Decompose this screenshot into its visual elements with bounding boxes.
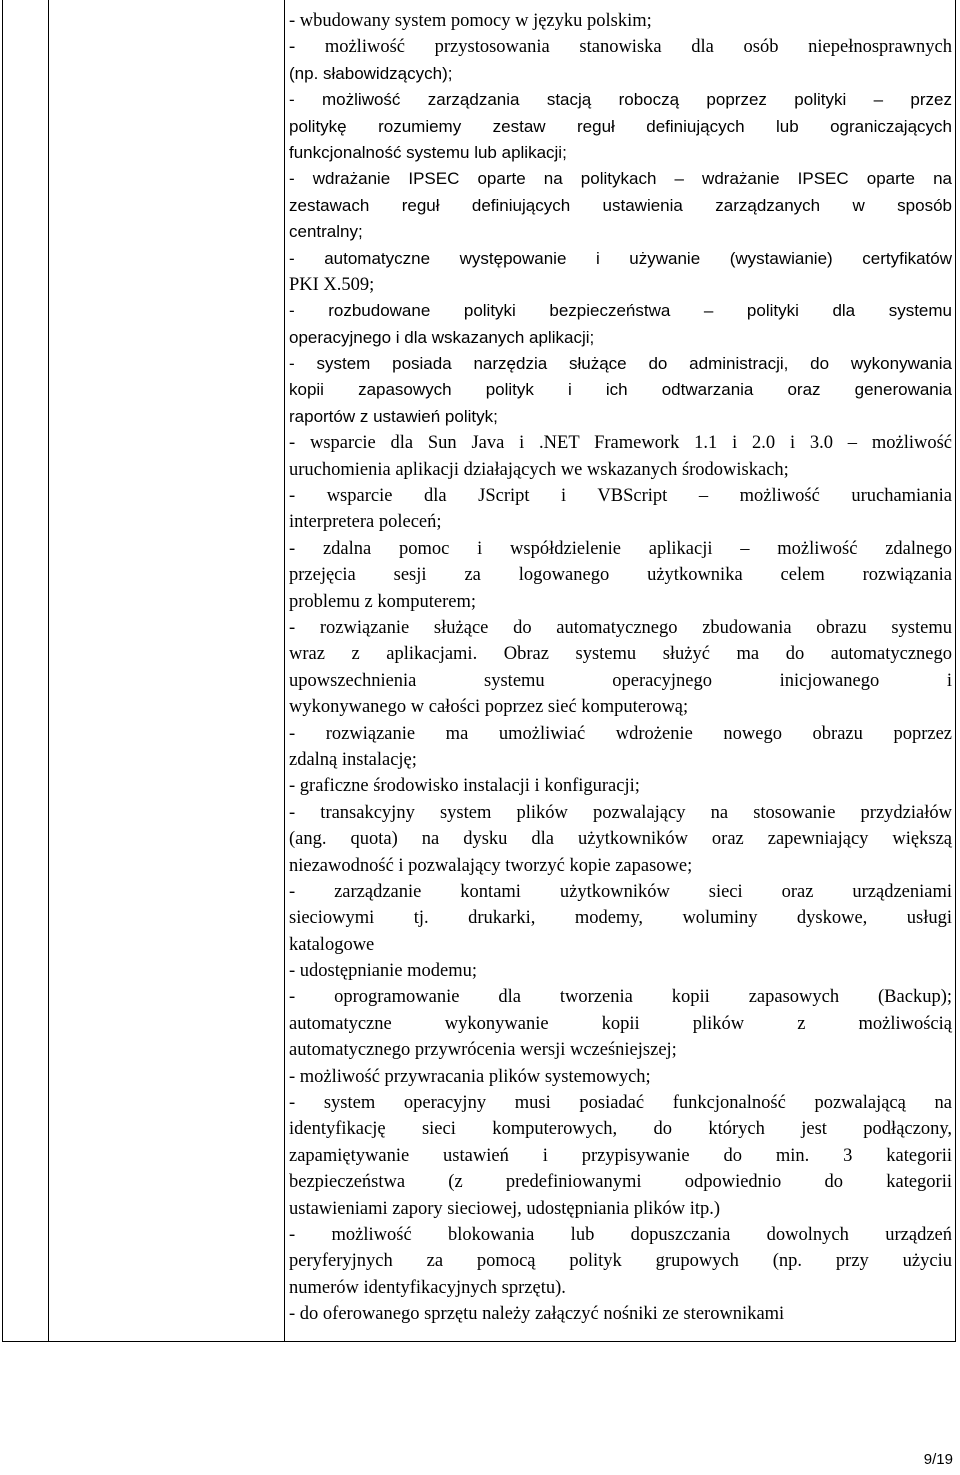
text-line: katalogowe xyxy=(289,934,375,955)
text-line: (np. słabowidzących); xyxy=(289,63,453,83)
text-line: operacyjnego i dla wskazanych aplikacji; xyxy=(289,327,595,347)
text-line: problemu z komputerem; xyxy=(289,591,477,612)
text-line: identyfikację sieci komputerowych, do których jest podłączony, xyxy=(289,1119,952,1140)
text-line: - możliwość blokowania lub dopuszczania dowolnych urządzeń xyxy=(289,1224,952,1245)
text-line: centralny; xyxy=(289,222,363,242)
text-line: - możliwość przywracania plików systemowych; xyxy=(289,1066,651,1087)
text-line: - oprogramowanie dla tworzenia kopii zapasowych (Backup); xyxy=(289,987,952,1008)
text-line: numerów identyfikacyjnych sprzętu). xyxy=(289,1277,566,1298)
text-line: - rozbudowane polityki bezpieczeństwa – polityki dla systemu xyxy=(289,301,952,321)
text-line: zapamiętywanie ustawień i przypisywanie do min. 3 kategorii xyxy=(289,1145,952,1166)
text-line: - możliwość zarządzania stacją roboczą poprzez polityki – przez xyxy=(289,90,952,110)
text-line: - graficzne środowisko instalacji i konfiguracji; xyxy=(289,776,640,797)
text-line: - transakcyjny system plików pozwalający na stosowanie przydziałów xyxy=(289,802,952,823)
text-line: PKI X.509; xyxy=(289,274,375,295)
requirements-cell-text xyxy=(289,8,952,1328)
text-line: - zdalna pomoc i współdzielenie aplikacji – możliwość zdalnego xyxy=(289,538,952,559)
text-line: automatycznego przywrócenia wersji wcześniejszej; xyxy=(289,1040,677,1061)
page-number: 9/19 xyxy=(923,1451,953,1468)
text-line: - możliwość przystosowania stanowiska dla osób niepełnosprawnych xyxy=(289,37,952,58)
text-line: sieciowymi tj. drukarki, modemy, woluminy dyskowe, usługi xyxy=(289,908,952,929)
text-line: - system posiada narzędzia służące do administracji, do wykonywania xyxy=(289,354,952,374)
text-line: kopii zapasowych polityk i ich odtwarzania oraz generowania xyxy=(289,380,952,400)
text-line: wykonywanego w całości poprzez sieć komputerową; xyxy=(289,697,689,718)
text-line: przejęcia sesji za logowanego użytkownika celem rozwiązania xyxy=(289,565,952,586)
column-divider-2 xyxy=(284,0,285,1341)
text-line: politykę rozumiemy zestaw reguł definiujących lub ograniczających xyxy=(289,116,952,136)
text-line: - do oferowanego sprzętu należy załączyć nośniki ze sterownikami xyxy=(289,1304,785,1325)
text-line: peryferyjnych za pomocą polityk grupowych (np. przy użyciu xyxy=(289,1251,952,1272)
text-line: niezawodność i pozwalający tworzyć kopie zapasowe; xyxy=(289,855,693,876)
text-line: - wbudowany system pomocy w języku polskim; xyxy=(289,11,652,31)
text-line: funkcjonalność systemu lub aplikacji; xyxy=(289,142,567,162)
text-line: - automatyczne występowanie i używanie (wystawianie) certyfikatów xyxy=(289,248,952,268)
text-line: ustawieniami zapory sieciowej, udostępniania plików itp.) xyxy=(289,1198,721,1219)
text-line: (ang. quota) na dysku dla użytkowników oraz zapewniający większą xyxy=(289,829,952,850)
text-line: interpretera poleceń; xyxy=(289,512,442,533)
text-line: automatyczne wykonywanie kopii plików z możliwością xyxy=(289,1013,952,1034)
text-line: zdalną instalację; xyxy=(289,749,417,770)
column-divider-1 xyxy=(48,0,49,1341)
text-line: zestawach reguł definiujących ustawienia zarządzanych w sposób xyxy=(289,195,952,215)
text-line: - wsparcie dla Sun Java i .NET Framework 1.1 i 2.0 i 3.0 – możliwość xyxy=(289,433,952,454)
text-line: - zarządzanie kontami użytkowników sieci oraz urządzeniami xyxy=(289,881,952,902)
text-line: - rozwiązanie służące do automatycznego zbudowania obrazu systemu xyxy=(289,617,952,638)
text-line: - system operacyjny musi posiadać funkcjonalność pozwalającą na xyxy=(289,1093,952,1114)
text-line: upowszechnienia systemu operacyjnego inicjowanego i xyxy=(289,670,952,691)
text-line: - wdrażanie IPSEC oparte na politykach – wdrażanie IPSEC oparte na xyxy=(289,169,952,189)
text-line: raportów z ustawień polityk; xyxy=(289,406,498,426)
text-line: bezpieczeństwa (z predefiniowanymi odpowiednio do kategorii xyxy=(289,1172,952,1193)
text-line: uruchomienia aplikacji działających we wskazanych środowiskach; xyxy=(289,459,789,480)
text-line: - udostępnianie modemu; xyxy=(289,961,478,982)
text-line: - rozwiązanie ma umożliwiać wdrożenie nowego obrazu poprzez xyxy=(289,723,952,744)
text-line: wraz z aplikacjami. Obraz systemu służyć ma do automatycznego xyxy=(289,644,952,665)
text-line: - wsparcie dla JScript i VBScript – możliwość uruchamiania xyxy=(289,486,952,507)
